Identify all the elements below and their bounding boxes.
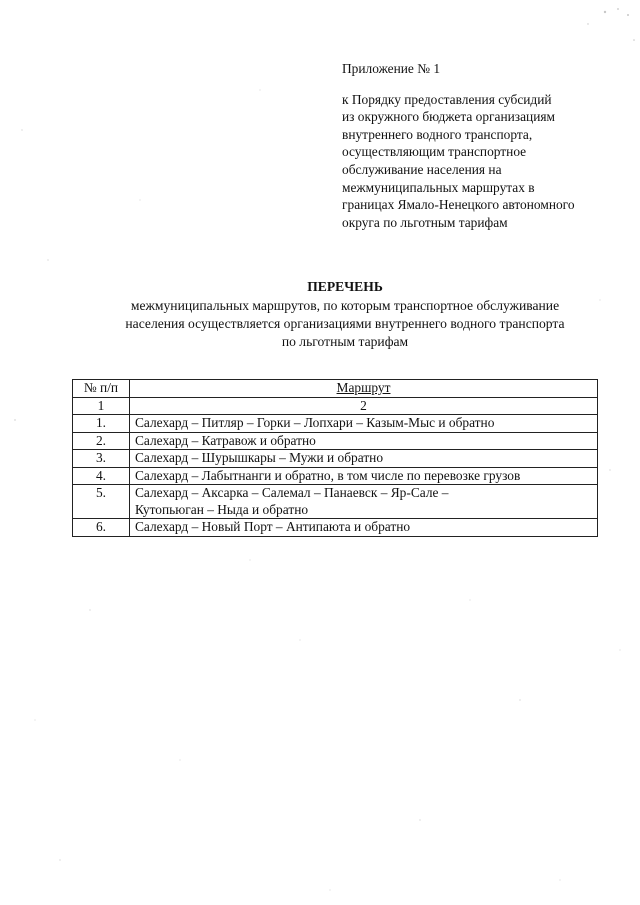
table-row: [73, 450, 598, 468]
table-row: [73, 519, 598, 537]
index-route: 2: [130, 397, 598, 415]
appendix-line: округа по льготным тарифам: [342, 214, 508, 230]
header-route-label: Маршрут: [336, 380, 391, 395]
row-route: Салехард – Шурышкары – Мужи и обратно: [130, 450, 598, 468]
header-number: № п/п: [73, 380, 130, 398]
table-row: [73, 432, 598, 450]
routes-table: [72, 379, 598, 537]
row-route-line: Салехард – Аксарка – Салемал – Панаевск – Яр-Сале –: [135, 485, 449, 500]
heading-line: по льготным тарифам: [281, 334, 409, 349]
table-row: [73, 415, 598, 433]
appendix-line: обслуживание населения на: [342, 161, 502, 177]
heading-line: межмуниципальных маршрутов, по которым транспортное обслуживание: [130, 298, 560, 313]
row-number: 2.: [73, 432, 130, 450]
heading-title: ПЕРЕЧЕНЬ: [307, 279, 383, 294]
row-route: Салехард – Лабытнанги и обратно, в том числе по перевозке грузов: [130, 467, 598, 485]
heading-line: населения осуществляется организациями внутреннего водного транспорта: [125, 316, 565, 331]
row-number: 5.: [73, 485, 130, 519]
row-route-line: Кутопьюган – Ныда и обратно: [135, 501, 309, 517]
header-route: [130, 380, 598, 398]
appendix-line: межмуниципальных маршрутах в: [342, 179, 535, 195]
appendix-line: из окружного бюджета организациям: [342, 109, 555, 125]
row-route: Салехард – Новый Порт – Антипаюта и обратно: [130, 519, 598, 537]
table-header-row: [73, 380, 598, 398]
appendix-line: внутреннего водного транспорта,: [342, 126, 533, 142]
row-route: Салехард – Катравож и обратно: [130, 432, 598, 450]
row-number: 1.: [73, 415, 130, 433]
appendix-block: [342, 60, 602, 231]
row-number: 3.: [73, 450, 130, 468]
appendix-line: осуществляющим транспортное: [342, 144, 527, 160]
index-number: 1: [73, 397, 130, 415]
row-number: 6.: [73, 519, 130, 537]
list-heading: [60, 278, 630, 351]
table-row: [73, 467, 598, 485]
table-row: [73, 485, 598, 519]
row-route: Салехард – Питляр – Горки – Лопхари – Казым-Мыс и обратно: [130, 415, 598, 433]
row-route: [130, 485, 598, 519]
appendix-line: границах Ямало-Ненецкого автономного: [342, 197, 575, 213]
appendix-title: Приложение № 1: [342, 61, 441, 76]
table-index-row: [73, 397, 598, 415]
row-number: 4.: [73, 467, 130, 485]
appendix-line: к Порядку предоставления субсидий: [342, 91, 552, 107]
